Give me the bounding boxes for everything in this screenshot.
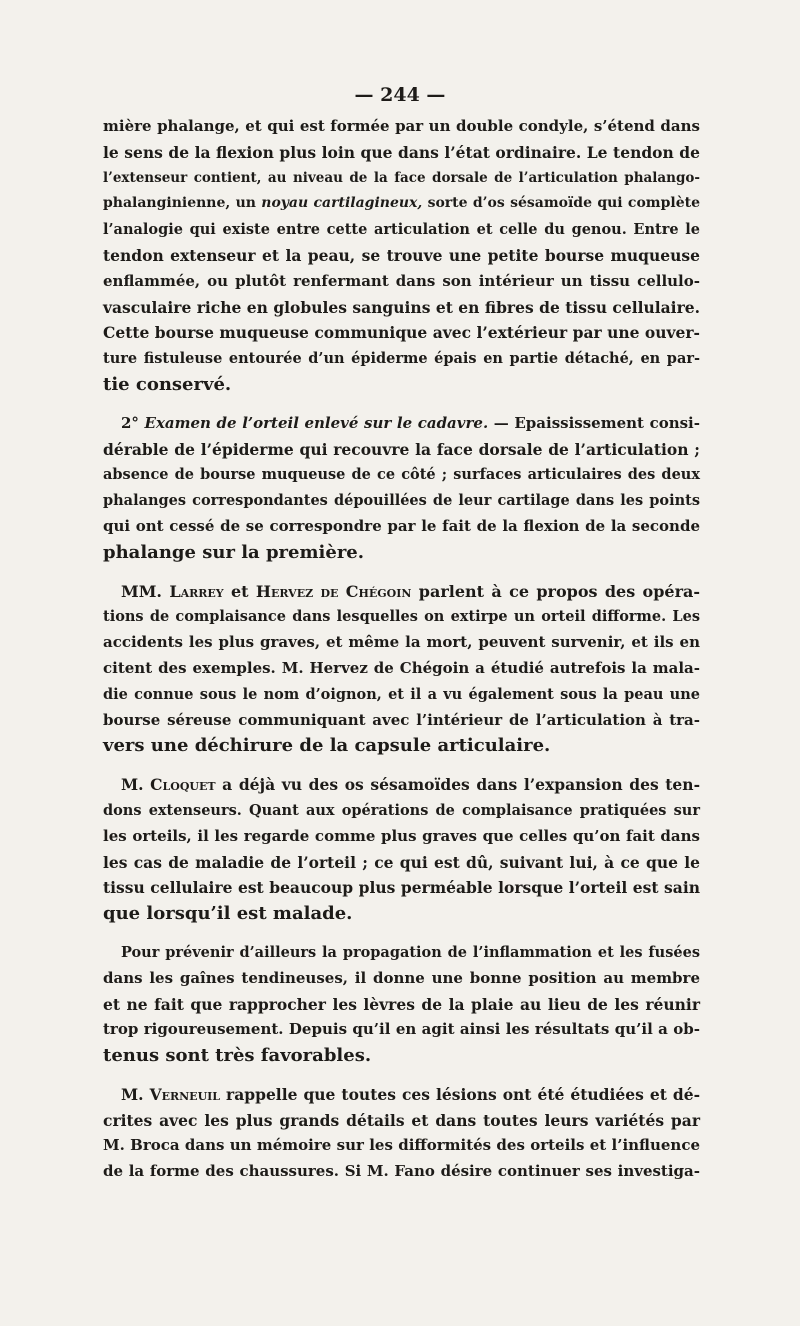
text-line: Pour prévenir d’ailleurs la propagation de l’inflammation et les fusées [121,943,700,961]
text-line: dans les gaînes tendineuses, il donne une bonne position au membre [103,968,700,987]
section-heading-italic: Examen de l’orteil enlevé sur le cadavre. [144,413,489,432]
text-line: et ne fait que rapprocher les lèvres de la plaie au lieu de les réunir [103,994,700,1014]
text-line: les orteils, il les regarde comme plus graves que celles qu’on fait dans [103,826,700,845]
text-line: mière phalange, et qui est formée par un double condyle, s’étend dans [103,117,700,135]
text-line: tions de complaisance dans lesquelles on extirpe un orteil difforme. Les [103,608,700,626]
text-line: de la forme des chaussures. Si M. Fano désire continuer ses investiga- [103,1162,700,1181]
text-line: trop rigoureusement. Depuis qu’il en agit ainsi les résultats qu’il a ob- [103,1020,700,1039]
text-line: vers une déchirure de la capsule articulaire. [103,735,551,757]
paragraph-prevention [103,940,700,1069]
text-line: crites avec les plus grands détails et dans toutes leurs variétés par [103,1110,700,1130]
text-line: l’extenseur contient, au niveau de la face dorsale de l’articulation phalango- [103,169,700,186]
paragraph-dissection-description [103,114,700,398]
text-line: citent des exemples. M. Hervez de Chégoin a étudié autrefois la mala- [103,658,700,677]
text-line: Cette bourse muqueuse communique avec l’extérieur par une ouver- [103,323,700,343]
text-line: phalange sur la première. [103,541,365,563]
text-line: dons extenseurs. Quant aux opérations de complaisance pratiquées sur [103,801,700,819]
italic-term: noyau cartilagineux, [261,195,423,212]
text-line: tendon extenseur et la peau, se trouve une petite bourse muqueuse [103,245,700,265]
text-line: 2° Examen de l’orteil enlevé sur le cadavre. — Epaississement consi- [121,413,700,432]
text-line: phalanges correspondantes dépouillées de leur cartilage dans les points [103,492,700,510]
text-line: M. Broca dans un mémoire sur les difformités des orteils et l’influence [103,1136,700,1155]
text-line: enflammée, ou plutôt renfermant dans son intérieur un tissu cellulo- [103,271,700,290]
text-line: vasculaire riche en globules sanguins et en fibres de tissu cellulaire. [103,297,700,317]
paragraph-larrey-hervez [103,579,700,760]
paragraph-verneuil [103,1082,700,1185]
text-line: tie conservé. [103,373,232,395]
paragraph-cadaver-examination [103,411,700,566]
text-line: ture fistuleuse entourée d’un épiderme épais en partie détaché, en par- [103,350,700,368]
body-text [103,114,700,1185]
text-line: le sens de la flexion plus loin que dans l’état ordinaire. Le tendon de [103,142,700,162]
text-line: die connue sous le nom d’oignon, et il a vu également sous la peau une [103,685,700,703]
text-line: dérable de l’épiderme qui recouvre la face dorsale de l’articulation ; [103,439,700,459]
text-line: MM. Larrey et Hervez de Chégoin parlent à ce propos des opéra- [121,581,701,601]
text-line: absence de bourse muqueuse de ce côté ; surfaces articulaires des deux [103,466,700,484]
text-line: l’analogie qui existe entre cette articulation et celle du genou. Entre le [103,221,700,239]
text-line: M. Cloquet a déjà vu des os sésamoïdes dans l’expansion des ten- [121,775,700,795]
author-name: Hervez de Chégoin [255,581,412,601]
text-line: accidents les plus graves, et même la mort, peuvent survenir, et ils en [103,633,700,652]
text-line: qui ont cessé de se correspondre par le fait de la flexion de la seconde [103,516,700,535]
text-line: tenus sont très favorables. [103,1045,372,1067]
author-name: Verneuil [149,1084,221,1104]
text-line: phalanginienne, un noyau cartilagineux, sorte d’os sésamoïde qui complète [103,195,700,212]
text-line: que lorsqu’il est malade. [103,903,353,925]
paragraph-cloquet [103,772,700,927]
text-line: tissu cellulaire est beaucoup plus perméable lorsque l’orteil est sain [103,878,700,898]
text-line: les cas de maladie de l’orteil ; ce qui est dû, suivant lui, à ce que le [103,852,700,872]
author-name: Larrey [169,581,224,601]
text-line: bourse séreuse communiquant avec l’intérieur de l’articulation à tra- [103,710,700,729]
page-number: — 244 — [354,84,446,106]
author-name: Cloquet [150,775,216,795]
text-line: M. Verneuil rappelle que toutes ces lésions ont été étudiées et dé- [121,1084,701,1104]
